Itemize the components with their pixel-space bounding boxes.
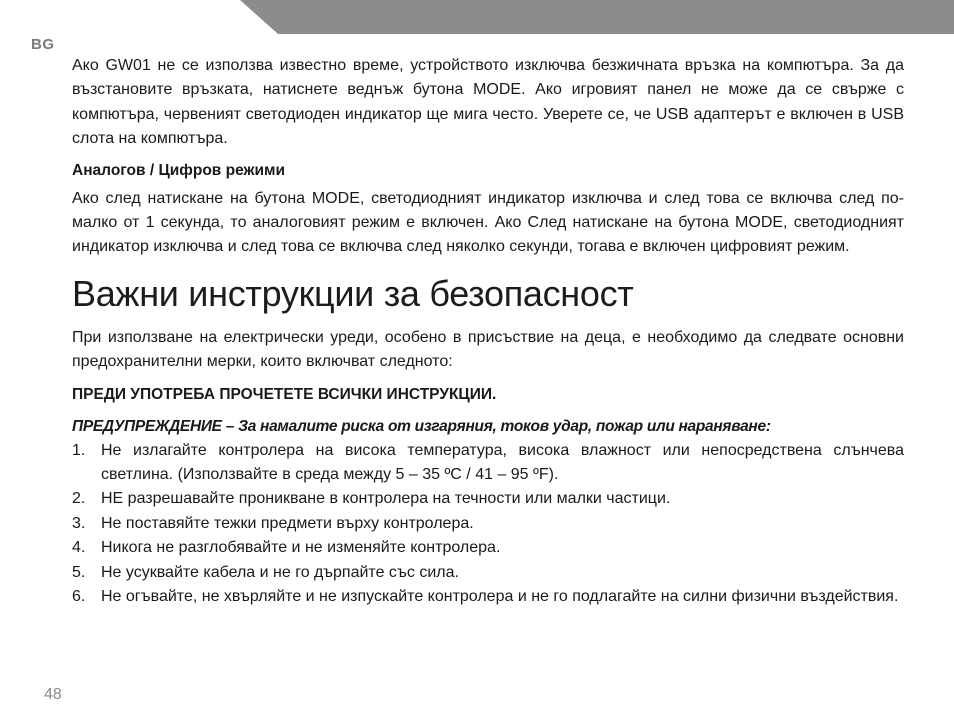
page-content	[72, 54, 904, 610]
list-item-text: Никога не разглобявайте и не изменяйте контролера.	[101, 539, 501, 557]
safety-list	[72, 439, 904, 610]
read-instructions-notice: ПРЕДИ УПОТРЕБА ПРОЧЕТЕТЕ ВСИЧКИ ИНСТРУКЦИИ.	[72, 385, 497, 403]
list-item	[72, 512, 904, 536]
list-item-text: Не поставяйте тежки предмети върху контролера.	[101, 514, 474, 532]
list-item-number: 6.	[72, 588, 86, 606]
paragraph-safety-intro: При използване на електрически уреди, особено в присъствие на деца, е необходимо да следвате основни предохранителни мерки, които включват следното:	[72, 328, 904, 371]
list-item-text: Не огъвайте, не хвърляйте и не изпускайте контролера и не го подлагайте на силни физични въздействия.	[101, 588, 899, 606]
list-item-number: 2.	[72, 490, 86, 508]
paragraph-modes: Ако след натискане на бутона MODE, светодиодният индикатор изключва и след това се включва след по-малко от 1 секунда, то аналоговият режим е включен. Ако След натискане на бутона MODE, светодиодният индикатор изключва и след това се включва след няколко секунди, тогава е включен цифровият режим.	[72, 189, 904, 256]
list-item-number: 5.	[72, 563, 86, 581]
list-item	[72, 536, 904, 560]
section-subheading: Аналогов / Цифров режими	[72, 161, 286, 179]
page-number: 48	[44, 686, 62, 703]
list-item	[72, 585, 904, 609]
list-item	[72, 487, 904, 511]
list-item-text: НЕ разрешавайте проникване в контролера на течности или малки частици.	[101, 490, 671, 508]
warning-label: ПРЕДУПРЕЖДЕНИЕ	[72, 417, 222, 435]
warning-text: – За намалите риска от изгаряния, токов удар, пожар или нараняване:	[221, 417, 771, 435]
list-item	[72, 561, 904, 585]
list-item-number: 4.	[72, 539, 86, 557]
language-label: BG	[31, 36, 55, 53]
header-band-shape	[240, 0, 954, 34]
header-band	[0, 0, 954, 34]
warning-line	[72, 415, 904, 439]
safety-title: Важни инструкции за безопасност	[72, 272, 634, 314]
list-item-text: Не излагайте контролера на висока температура, висока влажност или непосредствена слънчева светлина. (Използвайте в среда между 5 – 35 ºC / 41 – 95 ºF).	[101, 441, 904, 484]
list-item-text: Не усуквайте кабела и не го дърпайте със сила.	[101, 563, 459, 581]
list-item	[72, 439, 904, 488]
paragraph-reconnect: Ако GW01 не се използва известно време, устройството изключва безжичната връзка на компютъра. За да възстановите връзката, натиснете веднъж бутона MODE. Ако игровият панел не може да се свърже с компютъра, червеният светодиоден индикатор ще мига често. Уверете се, че USB адаптерът е включен в USB слота на компютъра.	[72, 57, 904, 148]
list-item-number: 3.	[72, 514, 86, 532]
list-item-number: 1.	[72, 441, 86, 459]
